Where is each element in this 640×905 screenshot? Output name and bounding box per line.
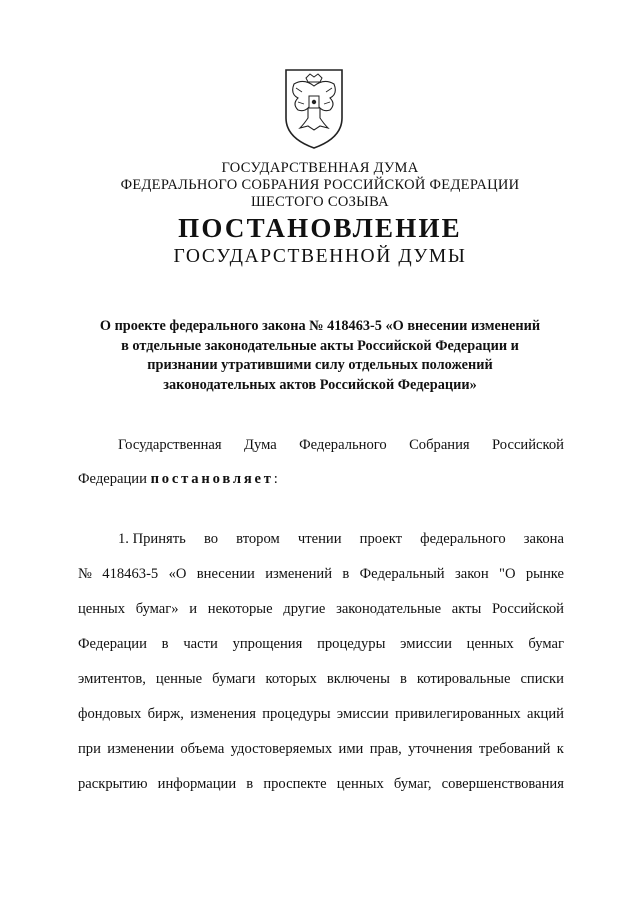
header-line-duma: ГОСУДАРСТВЕННАЯ ДУМА	[221, 160, 419, 176]
item1-line: фондовых бирж, изменения процедуры эмиссии привилегированных акций	[78, 706, 564, 722]
document-title: ПОСТАНОВЛЕНИЕ	[178, 213, 462, 243]
preamble-line: Государственная Дума Федерального Собрания Российской	[118, 437, 564, 453]
subject-line: законодательных актов Российской Федерации»	[163, 376, 477, 393]
item1-line: эмитентов, ценные бумаги которых включены в котировальные списки	[78, 671, 564, 687]
item1-line: раскрытию информации в проспекте ценных бумаг, совершенствования	[78, 776, 564, 792]
resolution-subject	[70, 317, 570, 395]
item1-line: ценных бумаг» и некоторые другие законодательные акты Российской	[78, 601, 564, 617]
subject-line: в отдельные законодательные акты Российской Федерации и	[121, 337, 519, 354]
item1-line: № 418463-5 «О внесении изменений в Федеральный закон "О рынке	[78, 566, 564, 582]
item1-line: при изменении объема удостоверяемых ими прав, уточнения требований к	[78, 741, 564, 757]
subject-line: О проекте федерального закона № 418463-5 «О внесении изменений	[99, 318, 541, 334]
coat-of-arms-emblem	[274, 66, 354, 150]
resolves-word: постановляет	[150, 471, 274, 487]
document-subtitle: ГОСУДАРСТВЕННОЙ ДУМЫ	[173, 246, 467, 267]
header-line-convocation: ШЕСТОГО СОЗЫВА	[251, 194, 389, 210]
item1-line: 1. Принять во втором чтении проект федерального закона	[118, 531, 564, 547]
item1-line: Федерации в части упрощения процедуры эмиссии ценных бумаг	[78, 636, 564, 652]
preamble-line: Федерации постановляет:	[78, 471, 278, 487]
header-line-assembly: ФЕДЕРАЛЬНОГО СОБРАНИЯ РОССИЙСКОЙ ФЕДЕРАЦИИ	[120, 177, 520, 193]
subject-line: признании утратившими силу отдельных положений	[147, 357, 493, 373]
